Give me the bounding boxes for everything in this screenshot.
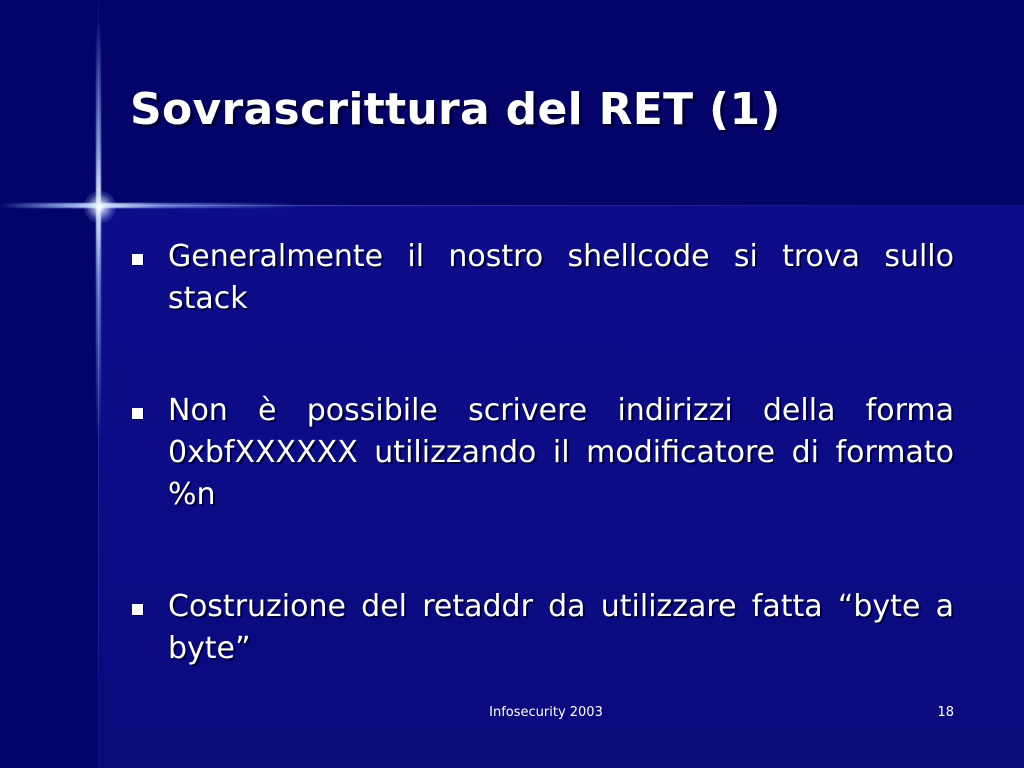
horizontal-glow-line [0, 203, 300, 208]
vertical-glow-line [96, 20, 101, 440]
bullet-item [168, 586, 954, 670]
footer-text: Infosecurity 2003 [489, 705, 603, 720]
square-bullet-icon [132, 408, 143, 419]
slide-title: Sovrascrittura del RET (1) [130, 84, 781, 135]
square-bullet-icon [132, 604, 143, 615]
bullet-text: Generalmente il nostro shellcode si trova sullo stack [168, 239, 954, 316]
bullet-item [168, 236, 954, 320]
star-flare-icon [84, 191, 116, 223]
page-number: 18 [937, 705, 954, 720]
bullet-list [168, 236, 954, 670]
left-band [0, 0, 98, 768]
square-bullet-icon [132, 254, 143, 265]
bullet-text: Non è possibile scrivere indirizzi della forma 0xbfXXXXXX utilizzando il modificatore di formato %n [168, 393, 954, 512]
bullet-item [168, 390, 954, 516]
bullet-text: Costruzione del retaddr da utilizzare fatta “byte a byte” [168, 589, 954, 666]
